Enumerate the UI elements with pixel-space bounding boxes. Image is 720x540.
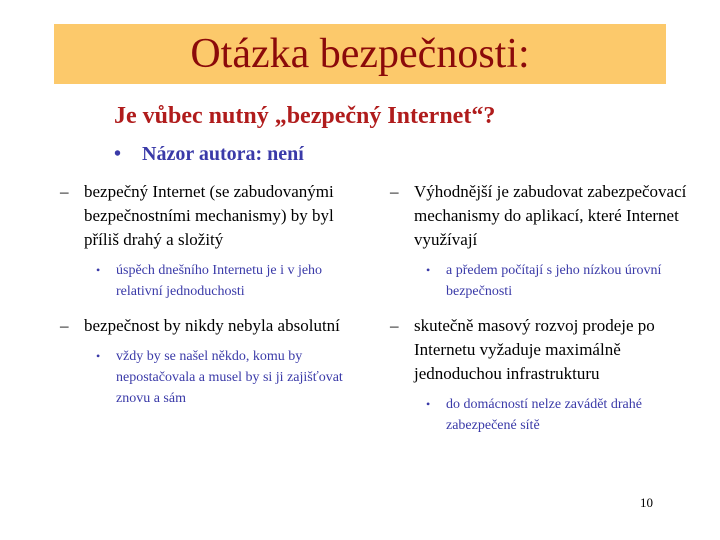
sub-list-item	[426, 260, 690, 302]
sub-list-item	[426, 394, 690, 436]
sub-bullet-marker: •	[426, 397, 431, 411]
bullet-marker: •	[114, 143, 122, 165]
list-item	[390, 180, 690, 252]
sub-list-item	[96, 260, 370, 302]
list-item	[60, 314, 370, 338]
list-item-text: bezpečnost by nikdy nebyla absolutní	[84, 316, 340, 335]
main-bullet-text: Názor autora: není	[142, 143, 304, 165]
title-banner	[54, 24, 666, 84]
dash-marker: –	[60, 316, 69, 335]
sub-list-item-text: úspěch dnešního Internetu je i v jeho relativní jednoduchosti	[116, 263, 323, 299]
dash-marker: –	[390, 316, 399, 335]
dash-marker: –	[390, 182, 399, 201]
slide-title: Otázka bezpečnosti:	[190, 31, 530, 77]
sub-bullet-marker: •	[96, 263, 101, 277]
dash-marker: –	[60, 182, 69, 201]
slide-subtitle: Je vůbec nutný „bezpečný Internet“?	[114, 103, 496, 129]
sub-list-item	[96, 346, 370, 409]
sub-list-item-text: do domácností nelze zavádět drahé zabezpečené sítě	[446, 397, 642, 433]
main-bullet	[114, 143, 304, 166]
list-item	[60, 180, 370, 252]
sub-bullet-marker: •	[96, 349, 101, 363]
list-item-text: bezpečný Internet (se zabudovanými bezpečnostními mechanismy) by byl příliš drahý a složitý	[84, 182, 334, 249]
sub-list-item-text: a předem počítají s jeho nízkou úrovní bezpečnosti	[446, 263, 662, 299]
list-item-text: skutečně masový rozvoj prodeje po Internetu vyžaduje maximálně jednoduchou infrastrukturu	[414, 316, 655, 383]
sub-bullet-marker: •	[426, 263, 431, 277]
left-column	[60, 180, 370, 421]
list-item-text: Výhodnější je zabudovat zabezpečovací mechanismy do aplikací, které Internet využívají	[414, 182, 687, 249]
page-number: 10	[640, 495, 653, 510]
list-item	[390, 314, 690, 386]
right-column	[390, 180, 690, 448]
sub-list-item-text: vždy by se našel někdo, komu by nepostačovala a musel by si ji zajišťovat znovu a sám	[116, 349, 343, 406]
